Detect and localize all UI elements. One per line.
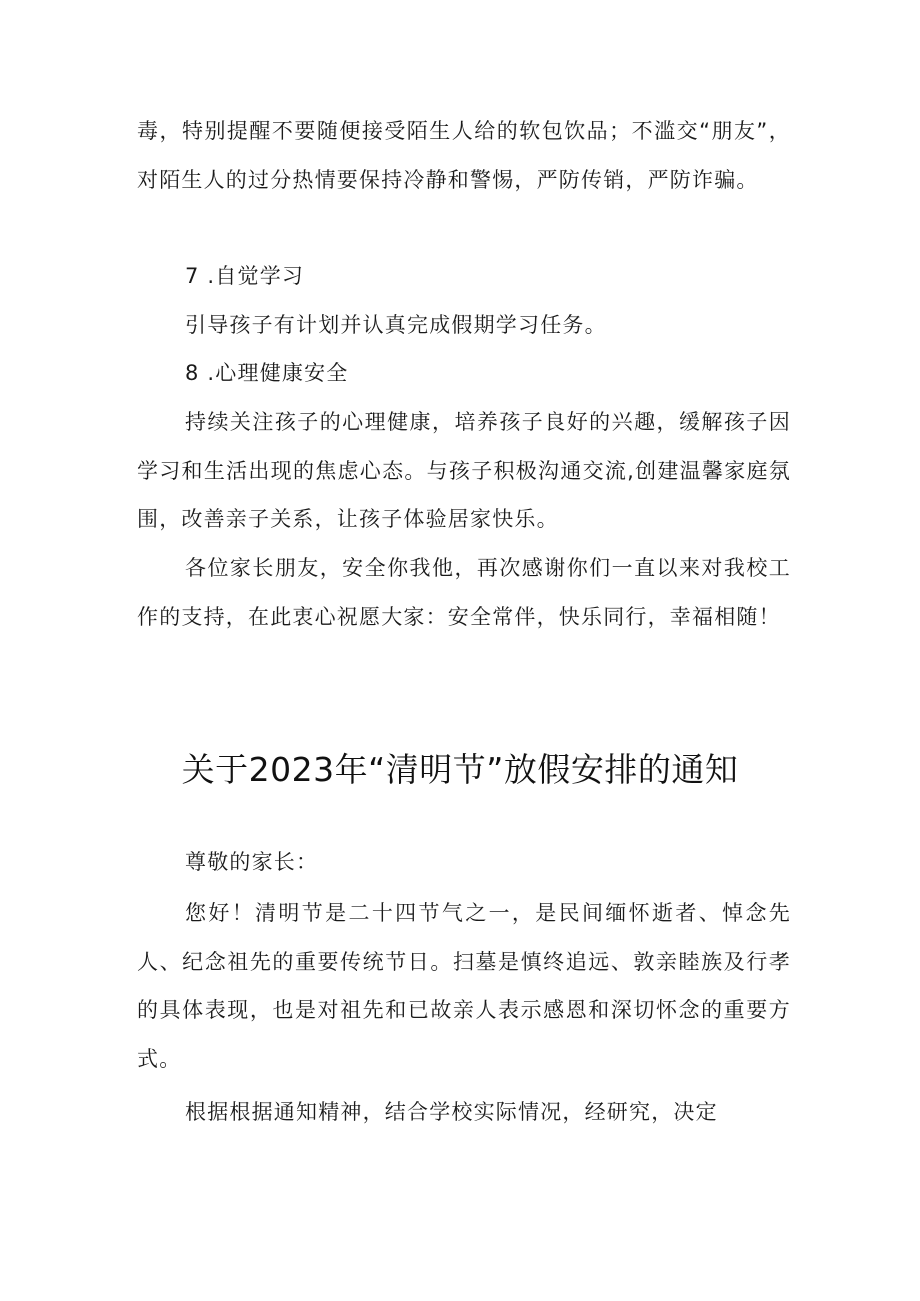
item-7-text: 引导孩子有计划并认真完成假期学习任务。 xyxy=(185,313,607,337)
item-7-heading: 7 .自觉学习 xyxy=(185,264,305,288)
closing-paragraph: 各位家长朋友，安全你我他，再次感谢你们一直以来对我校工作的支持，在此衷心祝愿大家：安全常伴，快乐同行，幸福相随！ xyxy=(137,556,791,629)
decision-paragraph: 根据根据通知精神，结合学校实际情况，经研究，决定 xyxy=(185,1100,718,1124)
notice-title: 关于2023年“清明节”放假安排的通知 xyxy=(181,750,739,789)
item-8-text: 持续关注孩子的心理健康，培养孩子良好的兴趣，缓解孩子因学习和生活出现的焦虑心态。与孩子积极沟通交流,创建温馨家庭氛围，改善亲子关系，让孩子体验居家快乐。 xyxy=(137,410,791,531)
salutation: 尊敬的家长： xyxy=(185,850,319,874)
paragraph-safety-continuation: 毒，特别提醒不要随便接受陌生人给的软包饮品；不滥交“朋友”，对陌生人的过分热情要保持冷静和警惕，严防传销，严防诈骗。 xyxy=(137,119,791,192)
intro-paragraph: 您好！清明节是二十四节气之一，是民间缅怀逝者、悼念先人、纪念祖先的重要传统节日。扫墓是慎终追远、敦亲睦族及行孝的具体表现，也是对祖先和已故亲人表示感恩和深切怀念的重要方式。 xyxy=(137,901,791,1071)
item-8-heading: 8 .心理健康安全 xyxy=(185,361,349,385)
